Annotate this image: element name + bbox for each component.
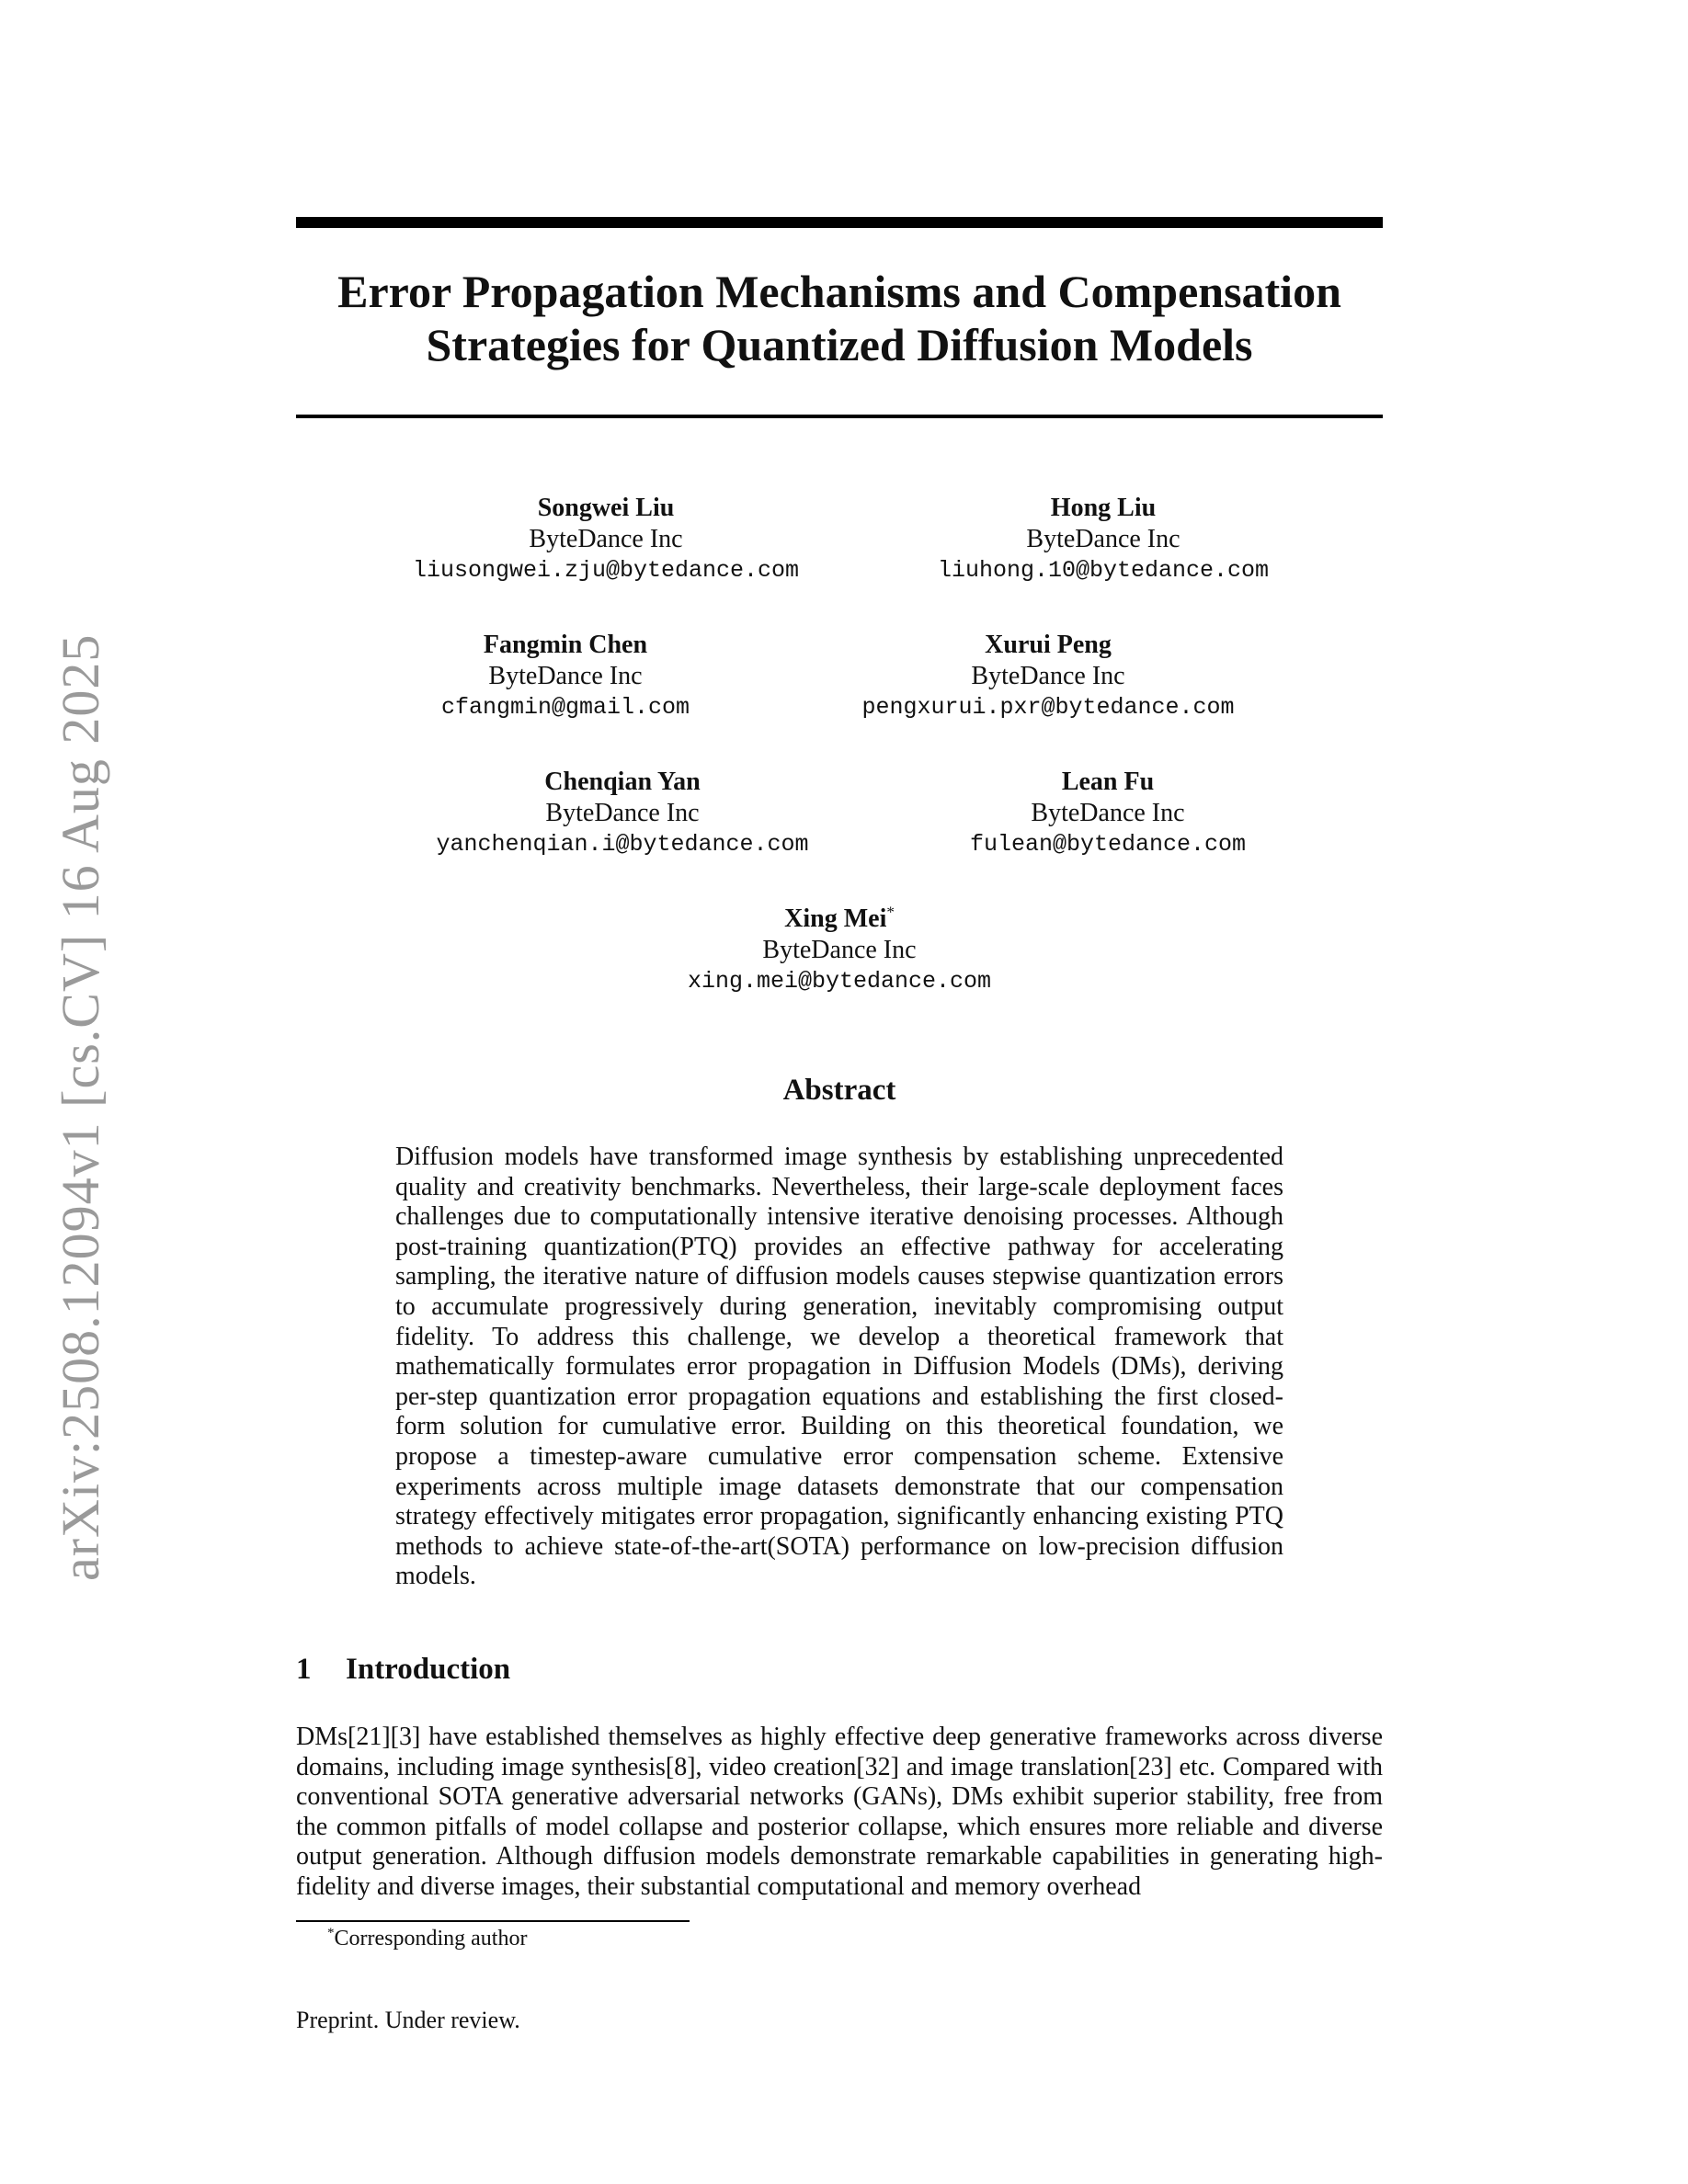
author-affiliation: ByteDance Inc <box>762 936 917 964</box>
author-block <box>436 767 808 860</box>
author-affiliation: ByteDance Inc <box>529 525 683 553</box>
title-bottom-rule <box>296 415 1383 418</box>
arxiv-identifier: arXiv:2508.12094v1 [cs.CV] 16 Aug 2025 <box>51 633 110 1581</box>
author-name-text: Xing Mei <box>784 904 887 933</box>
footnote-text: Corresponding author <box>334 1927 528 1951</box>
section-title: Introduction <box>346 1653 511 1686</box>
corresponding-author-marker: * <box>886 903 895 921</box>
preprint-note: Preprint. Under review. <box>296 2007 520 2033</box>
author-name: Fangmin Chen <box>483 631 648 659</box>
author-block <box>688 904 991 997</box>
author-email: liuhong.10@bytedance.com <box>937 557 1270 584</box>
footnote-rule <box>296 1920 690 1922</box>
author-email: xing.mei@bytedance.com <box>687 968 992 995</box>
author-name <box>688 904 991 935</box>
abstract-text: Diffusion models have transformed image synthesis by establishing unprecedented quality and creativity benchmarks. Nevertheless, their large-scale deployment faces challenges due to computationally intensive iterative denoising processes. Although post-training quantization(PTQ) provides an effective pathway for accelerating sampling, the iterative nature of diffusion models causes stepwise quantization errors to accumulate progressively during generation, inevitably compromising output fidelity. To address this challenge, we develop a theoretical framework that mathematically formulates error propagation in Diffusion Models (DMs), deriving per-step quantization error propagation equations and establishing the first closed-form solution for cumulative error. Building on this theoretical foundation, we propose a timestep-aware cumulative error compensation scheme. Extensive experiments across multiple image datasets demonstrate that our compensation strategy effectively mitigates error propagation, significantly enhancing existing PTQ methods to achieve state-of-the-art(SOTA) performance on low-precision diffusion models. <box>395 1143 1283 1591</box>
author-name: Xurui Peng <box>985 631 1112 659</box>
author-affiliation: ByteDance Inc <box>1031 799 1185 827</box>
author-email: yanchenqian.i@bytedance.com <box>436 831 809 858</box>
introduction-text: DMs[21][3] have established themselves as highly effective deep generative frameworks across diverse domains, including image synthesis[8], video creation[32] and image translation[23] etc. Compared with conventional SOTA generative adversarial networks (GANs), DMs exhibit superior stability, free from the common pitfalls of model collapse and posterior collapse, which ensures more reliable and diverse output generation. Although diffusion models demonstrate remarkable capabilities in generating high-fidelity and diverse images, their substantial computational and memory overhead <box>296 1723 1383 1901</box>
author-affiliation: ByteDance Inc <box>971 662 1125 690</box>
author-name: Chenqian Yan <box>544 768 701 796</box>
author-block <box>413 493 799 586</box>
author-block <box>441 630 690 723</box>
author-email: liusongwei.zju@bytedance.com <box>412 557 800 584</box>
title-line-1: Error Propagation Mechanisms and Compensation <box>337 266 1341 317</box>
author-block <box>970 767 1246 860</box>
title-line-2: Strategies for Quantized Diffusion Models <box>426 319 1253 370</box>
author-affiliation: ByteDance Inc <box>545 799 700 827</box>
author-block <box>938 493 1269 586</box>
footnote-marker: * <box>327 1926 335 1940</box>
author-email: cfangmin@gmail.com <box>440 694 690 721</box>
section-heading-introduction <box>296 1651 510 1688</box>
author-name: Hong Liu <box>1050 494 1157 522</box>
author-email: pengxurui.pxr@bytedance.com <box>861 694 1235 721</box>
paper-title <box>296 265 1383 371</box>
author-affiliation: ByteDance Inc <box>488 662 643 690</box>
author-affiliation: ByteDance Inc <box>1026 525 1180 553</box>
footnote <box>327 1925 527 1952</box>
author-name: Lean Fu <box>1061 768 1155 796</box>
title-top-rule <box>296 217 1383 228</box>
author-name: Songwei Liu <box>537 494 675 522</box>
abstract-heading: Abstract <box>782 1074 896 1107</box>
author-block <box>861 630 1234 723</box>
author-email: fulean@bytedance.com <box>969 831 1247 858</box>
section-number: 1 <box>296 1653 312 1686</box>
